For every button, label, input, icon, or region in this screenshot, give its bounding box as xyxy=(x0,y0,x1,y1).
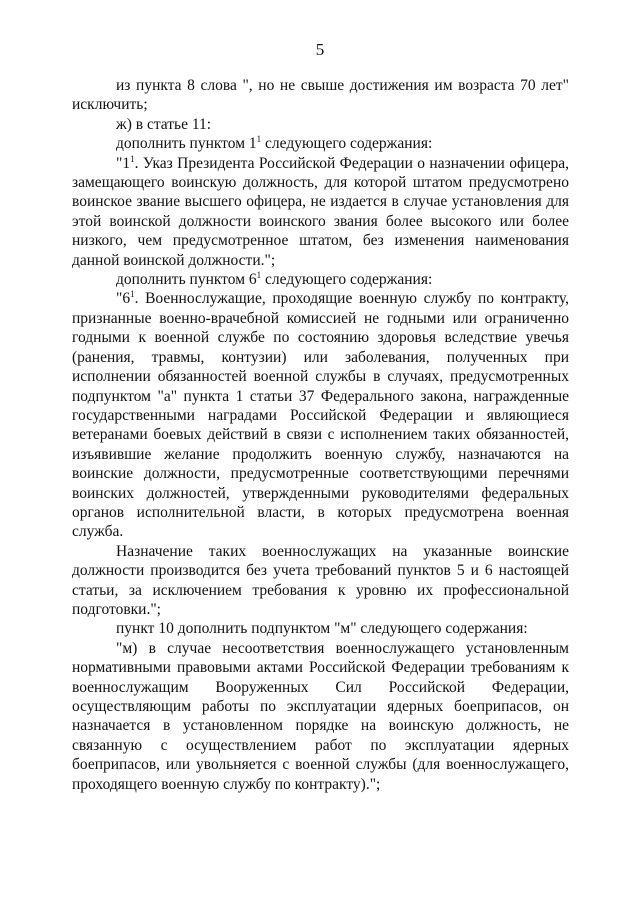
paragraph-text: дополнить пунктом 1 xyxy=(116,135,257,153)
paragraph-7 xyxy=(72,542,569,620)
superscript: 1 xyxy=(130,289,135,300)
paragraph-text: дополнить пунктом 6 xyxy=(116,271,257,289)
paragraph-3 xyxy=(72,134,569,153)
paragraph-5 xyxy=(72,270,569,289)
paragraph-text: "м) в случае несоответствия военнослужащего установленным нормативными правовыми актами Российской Федерации требованиям к военнослужащим Вооруженных Сил Российской Федерации, осуществляющим работы по эксплуатации ядерных боеприпасов, он назначается в установленном порядке на воинскую должность, не связанную с осуществлением работ по эксплуатации ядерных боеприпасов, или увольняется с военной службы (для военнослужащего, проходящего военную службу по контракту)."; xyxy=(72,639,569,793)
paragraph-text: Назначение таких военнослужащих на указанные воинские должности производится без учета требований пунктов 5 и 6 настоящей статьи, за исключением требования к уровню их профессиональной подготовки."; xyxy=(72,542,569,618)
paragraph-text: следующего содержания: xyxy=(261,135,433,153)
paragraph-text: "1 xyxy=(116,154,131,172)
paragraph-text: ж) в статье 11: xyxy=(116,115,212,133)
paragraph-1 xyxy=(72,76,569,115)
paragraph-4 xyxy=(72,154,569,270)
paragraph-text: следующего содержания: xyxy=(261,271,433,289)
paragraph-text: . Указ Президента Российской Федерации о назначении офицера, замещающего воинскую должность, для которой штатом предусмотрено воинское звание высшего офицера, не издается в случае установления для этой воинской должности воинского звания более высокого или более низкого, чем предусмотренное штатом, без изменения наименования данной воинской должности."; xyxy=(72,154,569,269)
paragraph-text: . Военнослужащие, проходящие военную службу по контракту, признанные военно-врачебной комиссией не годными или ограниченно годными к военной службе по состоянию здоровья вследствие увечья (ранения, травмы, контузии) или заболевания, полученных при исполнении обязанностей военной службы в случаях, предусмотренных подпунктом "а" пункта 1 статьи 37 Федерального закона, награжденные государственными наградами Российской Федерации и являющиеся ветеранами боевых действий в связи с исполнением таких обязанностей, изъявившие желание продолжить военную службу, назначаются на воинские должности, предусмотренные соответствующими перечнями воинских должностей, утвержденными руководителями федеральных органов исполнительной власти, в которых предусмотрена военная служба. xyxy=(72,290,569,541)
paragraph-8 xyxy=(72,619,569,638)
paragraph-text: пункт 10 дополнить подпунктом "м" следующего содержания: xyxy=(116,620,528,638)
paragraph-6 xyxy=(72,289,569,541)
superscript: 1 xyxy=(256,134,262,145)
paragraph-text: "6 xyxy=(116,290,131,308)
paragraph-text: из пункта 8 слова ", но не свыше достижения им возраста 70 лет" исключить; xyxy=(72,77,569,114)
page-number: 5 xyxy=(315,40,325,59)
superscript: 1 xyxy=(130,153,135,164)
paragraph-9 xyxy=(72,639,569,794)
document-body xyxy=(72,76,569,794)
paragraph-2 xyxy=(72,115,569,134)
superscript: 1 xyxy=(256,269,262,280)
